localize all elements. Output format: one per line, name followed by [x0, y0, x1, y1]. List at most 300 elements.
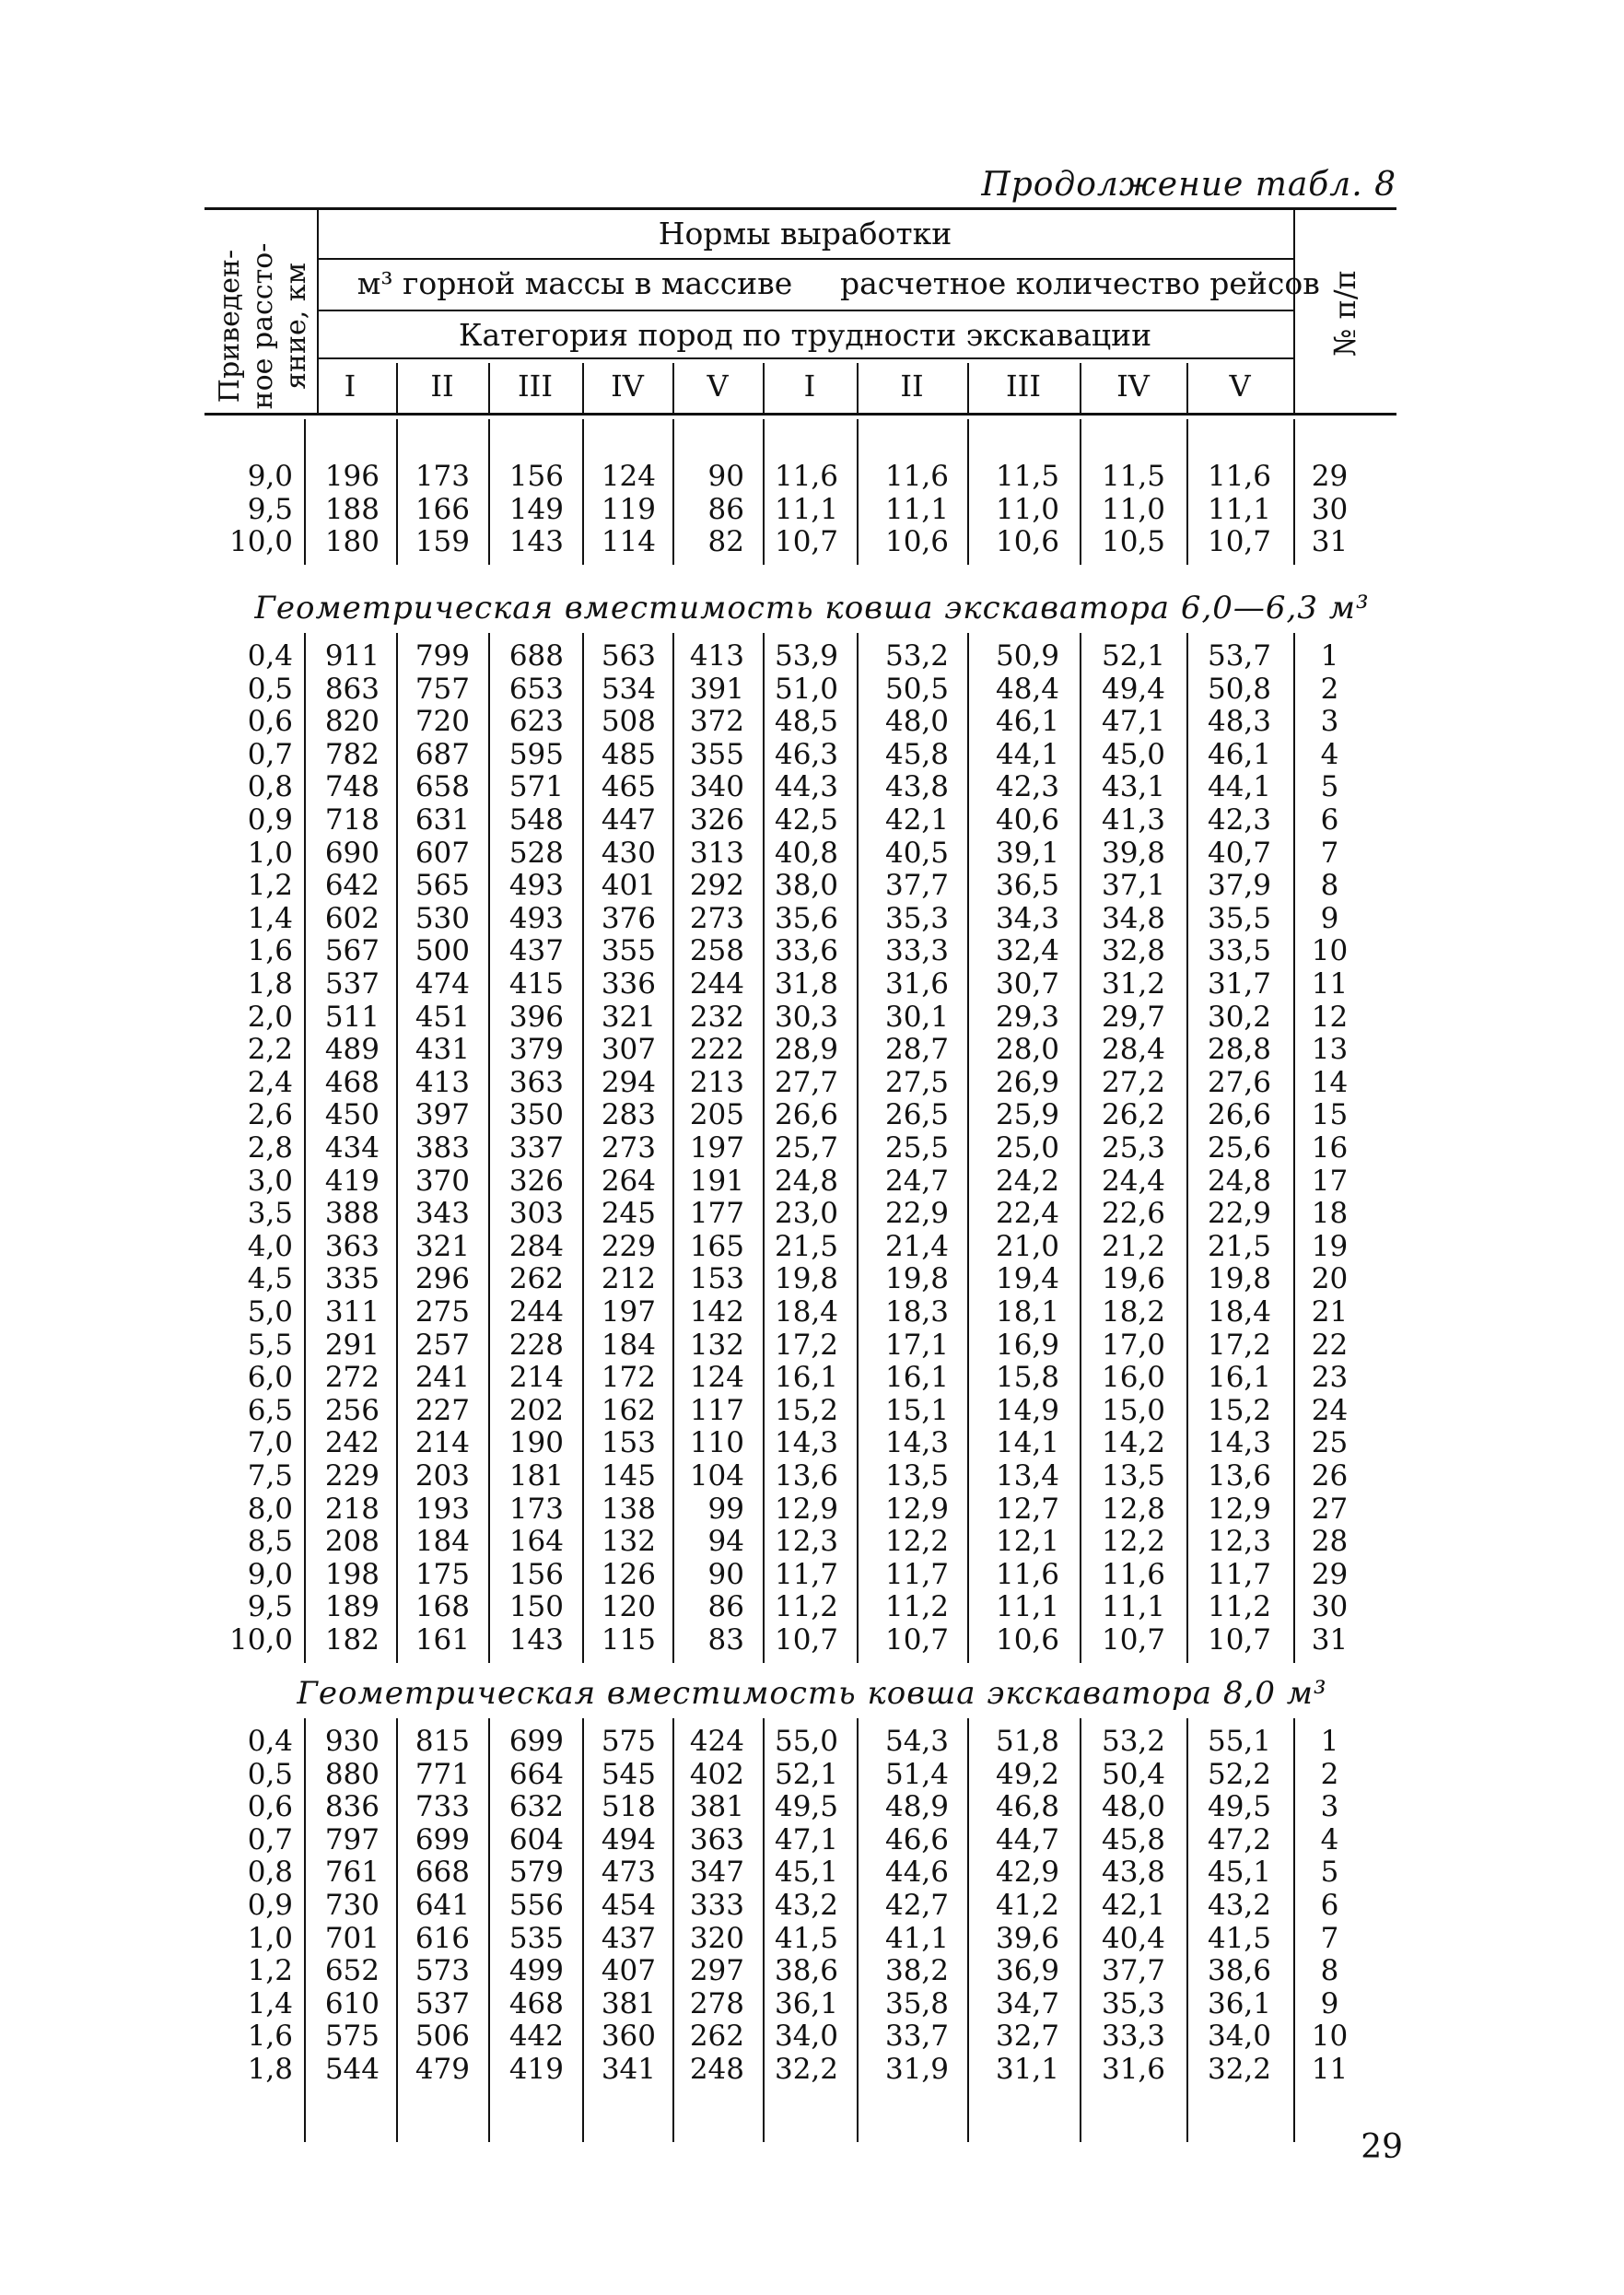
- value-cell: 39,1: [995, 836, 1059, 870]
- value-cell: 47,1: [1101, 705, 1165, 739]
- value-cell: 45,8: [884, 737, 949, 771]
- value-cell: 30,3: [774, 1000, 838, 1034]
- value-cell: 419: [508, 2053, 564, 2086]
- value-cell: 782: [324, 737, 380, 771]
- value-cell: 340: [689, 770, 744, 804]
- value-cell: 397: [415, 1098, 470, 1132]
- value-cell: 40,6: [995, 803, 1059, 837]
- value-cell: 145: [601, 1459, 656, 1493]
- distance-cell: 0,9: [247, 803, 293, 837]
- value-cell: 18,4: [774, 1295, 838, 1329]
- value-cell: 396: [508, 1000, 564, 1034]
- value-cell: 51,4: [884, 1757, 949, 1791]
- value-cell: 13,6: [774, 1459, 838, 1493]
- value-cell: 11,6: [1101, 1557, 1165, 1591]
- value-cell: 31,9: [884, 2053, 949, 2086]
- value-cell: 202: [508, 1393, 564, 1427]
- distance-cell: 9,5: [247, 492, 293, 526]
- value-cell: 48,5: [774, 705, 838, 739]
- distance-cell: 1,2: [247, 1954, 293, 1988]
- value-cell: 26,6: [774, 1098, 838, 1132]
- value-cell: 28,4: [1101, 1033, 1165, 1067]
- value-cell: 42,7: [884, 1889, 949, 1922]
- value-cell: 86: [707, 492, 744, 526]
- distance-cell: 0,4: [247, 1725, 293, 1758]
- value-cell: 115: [601, 1623, 656, 1657]
- distance-cell: 9,5: [247, 1590, 293, 1624]
- value-cell: 530: [415, 901, 470, 935]
- value-cell: 218: [324, 1492, 380, 1526]
- distance-cell: 2,8: [247, 1131, 293, 1165]
- value-cell: 13,6: [1207, 1459, 1271, 1493]
- value-cell: 370: [415, 1164, 470, 1198]
- value-cell: 212: [601, 1262, 656, 1296]
- value-cell: 341: [601, 2053, 656, 2086]
- value-cell: 110: [689, 1426, 744, 1460]
- row-number-cell: 11: [1311, 967, 1349, 1001]
- value-cell: 506: [415, 2020, 470, 2054]
- value-cell: 34,7: [995, 1986, 1059, 2020]
- value-cell: 197: [689, 1131, 744, 1165]
- row-number-cell: 12: [1311, 1000, 1349, 1034]
- category-underline: [317, 357, 1293, 359]
- value-cell: 22,6: [1101, 1197, 1165, 1231]
- value-cell: 34,0: [1207, 2020, 1271, 2054]
- trips-subheader: расчетное количество рейсов: [840, 265, 1320, 301]
- distance-cell: 0,6: [247, 705, 293, 739]
- value-cell: 264: [601, 1164, 656, 1198]
- value-cell: 379: [508, 1033, 564, 1067]
- value-cell: 699: [415, 1822, 470, 1856]
- value-cell: 26,6: [1207, 1098, 1271, 1132]
- subheader-underline: [317, 310, 1293, 311]
- value-cell: 29,3: [995, 1000, 1059, 1034]
- value-cell: 16,9: [995, 1328, 1059, 1362]
- value-cell: 556: [508, 1889, 564, 1922]
- value-cell: 291: [324, 1328, 380, 1362]
- value-cell: 34,3: [995, 901, 1059, 935]
- value-cell: 257: [415, 1328, 470, 1362]
- value-cell: 262: [689, 2020, 744, 2054]
- value-cell: 37,7: [1101, 1954, 1165, 1988]
- value-cell: 38,2: [884, 1954, 949, 1988]
- distance-cell: 1,4: [247, 901, 293, 935]
- value-cell: 46,6: [884, 1822, 949, 1856]
- value-cell: 442: [508, 2020, 564, 2054]
- row-number-cell: 13: [1311, 1033, 1349, 1067]
- section-title: Геометрическая вместимость ковша экскаватора 8,0 м³: [297, 1675, 1327, 1712]
- value-cell: 13,4: [995, 1459, 1059, 1493]
- value-cell: 17,1: [884, 1328, 949, 1362]
- value-cell: 47,2: [1207, 1822, 1271, 1856]
- value-cell: 181: [508, 1459, 564, 1493]
- value-cell: 799: [415, 639, 470, 673]
- value-cell: 14,3: [1207, 1426, 1271, 1460]
- value-cell: 537: [324, 967, 380, 1001]
- value-cell: 46,8: [995, 1790, 1059, 1824]
- value-cell: 623: [508, 705, 564, 739]
- value-cell: 38,0: [774, 869, 838, 903]
- value-cell: 419: [324, 1164, 380, 1198]
- value-cell: 48,3: [1207, 705, 1271, 739]
- value-cell: 12,2: [884, 1525, 949, 1559]
- distance-cell: 0,5: [247, 672, 293, 706]
- value-cell: 31,8: [774, 967, 838, 1001]
- value-cell: 911: [324, 639, 380, 673]
- roman-divider: [967, 363, 969, 413]
- value-cell: 508: [601, 705, 656, 739]
- row-number-cell: 17: [1311, 1164, 1349, 1198]
- value-cell: 124: [601, 460, 656, 493]
- value-cell: 177: [689, 1197, 744, 1231]
- value-cell: 43,2: [1207, 1889, 1271, 1922]
- row-number-cell: 6: [1320, 1889, 1339, 1922]
- value-cell: 401: [601, 869, 656, 903]
- value-cell: 489: [324, 1033, 380, 1067]
- value-cell: 41,5: [1207, 1921, 1271, 1955]
- value-cell: 166: [415, 492, 470, 526]
- distance-cell: 6,0: [247, 1361, 293, 1395]
- value-cell: 42,3: [1207, 803, 1271, 837]
- value-cell: 44,3: [774, 770, 838, 804]
- value-cell: 43,2: [774, 1889, 838, 1922]
- value-cell: 278: [689, 1986, 744, 2020]
- value-cell: 52,1: [1101, 639, 1165, 673]
- distance-cell: 5,5: [247, 1328, 293, 1362]
- value-cell: 450: [324, 1098, 380, 1132]
- distance-cell: 7,5: [247, 1459, 293, 1493]
- value-cell: 21,2: [1101, 1229, 1165, 1263]
- distance-cell: 2,0: [247, 1000, 293, 1034]
- value-cell: 229: [601, 1229, 656, 1263]
- value-cell: 99: [707, 1492, 744, 1526]
- row-number-cell: 21: [1311, 1295, 1349, 1329]
- value-cell: 10,6: [884, 525, 949, 559]
- value-cell: 413: [415, 1065, 470, 1099]
- value-cell: 275: [415, 1295, 470, 1329]
- value-cell: 468: [324, 1065, 380, 1099]
- value-cell: 32,8: [1101, 934, 1165, 968]
- value-cell: 11,1: [1101, 1590, 1165, 1624]
- value-cell: 602: [324, 901, 380, 935]
- distance-cell: 0,7: [247, 1822, 293, 1856]
- value-cell: 40,4: [1101, 1921, 1165, 1955]
- value-cell: 50,5: [884, 672, 949, 706]
- value-cell: 222: [689, 1033, 744, 1067]
- roman-divider: [582, 363, 584, 413]
- value-cell: 687: [415, 737, 470, 771]
- value-cell: 45,1: [774, 1856, 838, 1890]
- value-cell: 653: [508, 672, 564, 706]
- category-trips-4: IV: [1116, 369, 1150, 404]
- distance-cell: 9,0: [247, 460, 293, 493]
- row-number-cell: 23: [1311, 1361, 1349, 1395]
- value-cell: 337: [508, 1131, 564, 1165]
- value-cell: 10,6: [995, 525, 1059, 559]
- value-cell: 132: [689, 1328, 744, 1362]
- value-cell: 11,6: [995, 1557, 1059, 1591]
- value-cell: 294: [601, 1065, 656, 1099]
- value-cell: 24,8: [774, 1164, 838, 1198]
- value-cell: 28,9: [774, 1033, 838, 1067]
- value-cell: 12,7: [995, 1492, 1059, 1526]
- value-cell: 699: [508, 1725, 564, 1758]
- distance-cell: 6,5: [247, 1393, 293, 1427]
- value-cell: 208: [324, 1525, 380, 1559]
- distance-cell: 1,8: [247, 967, 293, 1001]
- value-cell: 13,5: [1101, 1459, 1165, 1493]
- value-cell: 451: [415, 1000, 470, 1034]
- distance-cell: 8,0: [247, 1492, 293, 1526]
- value-cell: 36,1: [1207, 1986, 1271, 2020]
- value-cell: 528: [508, 836, 564, 870]
- value-cell: 15,0: [1101, 1393, 1165, 1427]
- row-number-cell: 28: [1311, 1525, 1349, 1559]
- value-cell: 184: [601, 1328, 656, 1362]
- norms-title: Нормы выработки: [658, 216, 952, 252]
- row-number-cell: 6: [1320, 803, 1339, 837]
- value-cell: 30,2: [1207, 1000, 1271, 1034]
- value-cell: 45,1: [1207, 1856, 1271, 1890]
- value-cell: 40,7: [1207, 836, 1271, 870]
- value-cell: 51,0: [774, 672, 838, 706]
- row-number-cell: 4: [1320, 737, 1339, 771]
- value-cell: 718: [324, 803, 380, 837]
- value-cell: 172: [601, 1361, 656, 1395]
- value-cell: 42,3: [995, 770, 1059, 804]
- mass-subheader: м³ горной массы в массиве: [356, 265, 793, 301]
- value-cell: 16,1: [774, 1361, 838, 1395]
- value-cell: 14,2: [1101, 1426, 1165, 1460]
- value-cell: 548: [508, 803, 564, 837]
- value-cell: 430: [601, 836, 656, 870]
- value-cell: 335: [324, 1262, 380, 1296]
- value-cell: 50,4: [1101, 1757, 1165, 1791]
- row-number-cell: 22: [1311, 1328, 1349, 1362]
- value-cell: 45,0: [1101, 737, 1165, 771]
- value-cell: 41,1: [884, 1921, 949, 1955]
- row-number-cell: 10: [1311, 934, 1349, 968]
- value-cell: 701: [324, 1921, 380, 1955]
- value-cell: 347: [689, 1856, 744, 1890]
- value-cell: 30,1: [884, 1000, 949, 1034]
- value-cell: 34,8: [1101, 901, 1165, 935]
- value-cell: 658: [415, 770, 470, 804]
- value-cell: 10,7: [774, 1623, 838, 1657]
- value-cell: 565: [415, 869, 470, 903]
- value-cell: 10,7: [884, 1623, 949, 1657]
- roman-divider: [1080, 363, 1081, 413]
- value-cell: 104: [689, 1459, 744, 1493]
- row-number-cell: 4: [1320, 1822, 1339, 1856]
- value-cell: 245: [601, 1197, 656, 1231]
- value-cell: 39,8: [1101, 836, 1165, 870]
- value-cell: 43,8: [1101, 1856, 1165, 1890]
- value-cell: 320: [689, 1921, 744, 1955]
- value-cell: 381: [601, 1986, 656, 2020]
- value-cell: 34,0: [774, 2020, 838, 2054]
- value-cell: 159: [415, 525, 470, 559]
- value-cell: 273: [601, 1131, 656, 1165]
- value-cell: 407: [601, 1954, 656, 1988]
- norms-underline: [317, 258, 1293, 260]
- value-cell: 21,5: [1207, 1229, 1271, 1263]
- value-cell: 35,3: [884, 901, 949, 935]
- value-cell: 730: [324, 1889, 380, 1922]
- value-cell: 50,8: [1207, 672, 1271, 706]
- value-cell: 474: [415, 967, 470, 1001]
- value-cell: 27,2: [1101, 1065, 1165, 1099]
- value-cell: 180: [324, 525, 380, 559]
- value-cell: 473: [601, 1856, 656, 1890]
- value-cell: 53,9: [774, 639, 838, 673]
- value-cell: 12,2: [1101, 1525, 1165, 1559]
- distance-cell: 10,0: [228, 1623, 293, 1657]
- category-mass-3: III: [518, 369, 553, 404]
- category-mass-2: II: [430, 369, 454, 404]
- value-cell: 383: [415, 1131, 470, 1165]
- value-cell: 273: [689, 901, 744, 935]
- value-cell: 21,4: [884, 1229, 949, 1263]
- value-cell: 173: [508, 1492, 564, 1526]
- value-cell: 193: [415, 1492, 470, 1526]
- distance-cell: 3,5: [247, 1197, 293, 1231]
- value-cell: 30,7: [995, 967, 1059, 1001]
- value-cell: 12,9: [1207, 1492, 1271, 1526]
- distance-cell: 3,0: [247, 1164, 293, 1198]
- value-cell: 32,2: [774, 2053, 838, 2086]
- category-trips-3: III: [1006, 369, 1041, 404]
- value-cell: 545: [601, 1757, 656, 1791]
- value-cell: 595: [508, 737, 564, 771]
- value-cell: 28,0: [995, 1033, 1059, 1067]
- value-cell: 604: [508, 1822, 564, 1856]
- value-cell: 49,2: [995, 1757, 1059, 1791]
- value-cell: 37,1: [1101, 869, 1165, 903]
- distance-cell: 0,9: [247, 1889, 293, 1922]
- value-cell: 33,3: [1101, 2020, 1165, 2054]
- value-cell: 272: [324, 1361, 380, 1395]
- value-cell: 49,5: [1207, 1790, 1271, 1824]
- value-cell: 35,3: [1101, 1986, 1165, 2020]
- value-cell: 11,1: [884, 492, 949, 526]
- value-cell: 688: [508, 639, 564, 673]
- value-cell: 32,4: [995, 934, 1059, 968]
- distance-cell: 0,7: [247, 737, 293, 771]
- value-cell: 38,6: [1207, 1954, 1271, 1988]
- value-cell: 48,0: [1101, 1790, 1165, 1824]
- value-cell: 326: [508, 1164, 564, 1198]
- value-cell: 326: [689, 803, 744, 837]
- value-cell: 283: [601, 1098, 656, 1132]
- value-cell: 25,5: [884, 1131, 949, 1165]
- value-cell: 124: [689, 1361, 744, 1395]
- value-cell: 54,3: [884, 1725, 949, 1758]
- value-cell: 321: [601, 1000, 656, 1034]
- value-cell: 11,7: [884, 1557, 949, 1591]
- value-cell: 307: [601, 1033, 656, 1067]
- value-cell: 21,5: [774, 1229, 838, 1263]
- value-cell: 44,1: [1207, 770, 1271, 804]
- value-cell: 664: [508, 1757, 564, 1791]
- row-number-cell: 31: [1311, 525, 1349, 559]
- roman-divider: [1186, 363, 1188, 413]
- row-number-cell: 9: [1320, 1986, 1339, 2020]
- value-cell: 26,2: [1101, 1098, 1165, 1132]
- value-cell: 24,8: [1207, 1164, 1271, 1198]
- value-cell: 333: [689, 1889, 744, 1922]
- row-number-cell: 5: [1320, 770, 1339, 804]
- value-cell: 156: [508, 460, 564, 493]
- value-cell: 33,3: [884, 934, 949, 968]
- value-cell: 23,0: [774, 1197, 838, 1231]
- value-cell: 17,2: [774, 1328, 838, 1362]
- row-number-cell: 8: [1320, 1954, 1339, 1988]
- row-number-cell: 29: [1311, 1557, 1349, 1591]
- value-cell: 303: [508, 1197, 564, 1231]
- value-cell: 10,7: [774, 525, 838, 559]
- value-cell: 198: [324, 1557, 380, 1591]
- value-cell: 22,9: [1207, 1197, 1271, 1231]
- value-cell: 563: [601, 639, 656, 673]
- header-bottom-rule: [204, 413, 1396, 416]
- distance-cell: 1,8: [247, 2053, 293, 2086]
- value-cell: 18,4: [1207, 1295, 1271, 1329]
- value-cell: 12,1: [995, 1525, 1059, 1559]
- value-cell: 41,3: [1101, 803, 1165, 837]
- value-cell: 86: [707, 1590, 744, 1624]
- value-cell: 33,5: [1207, 934, 1271, 968]
- value-cell: 14,9: [995, 1393, 1059, 1427]
- value-cell: 153: [601, 1426, 656, 1460]
- value-cell: 114: [601, 525, 656, 559]
- section-title: Геометрическая вместимость ковша экскаватора 6,0—6,3 м³: [254, 590, 1370, 626]
- value-cell: 31,1: [995, 2053, 1059, 2086]
- value-cell: 117: [689, 1393, 744, 1427]
- value-cell: 214: [508, 1361, 564, 1395]
- row-number-cell: 9: [1320, 901, 1339, 935]
- value-cell: 575: [324, 2020, 380, 2054]
- value-cell: 479: [415, 2053, 470, 2086]
- row-number-cell: 11: [1311, 2053, 1349, 2086]
- row-number-cell: 10: [1311, 2020, 1349, 2054]
- value-cell: 120: [601, 1590, 656, 1624]
- value-cell: 35,6: [774, 901, 838, 935]
- value-cell: 242: [324, 1426, 380, 1460]
- value-cell: 311: [324, 1295, 380, 1329]
- value-cell: 350: [508, 1098, 564, 1132]
- value-cell: 16,1: [884, 1361, 949, 1395]
- value-cell: 164: [508, 1525, 564, 1559]
- value-cell: 149: [508, 492, 564, 526]
- value-cell: 258: [689, 934, 744, 968]
- value-cell: 761: [324, 1856, 380, 1890]
- value-cell: 573: [415, 1954, 470, 1988]
- row-number-cell: 25: [1311, 1426, 1349, 1460]
- value-cell: 17,0: [1101, 1328, 1165, 1362]
- row-number-cell: 1: [1320, 639, 1339, 673]
- value-cell: 511: [324, 1000, 380, 1034]
- value-cell: 229: [324, 1459, 380, 1493]
- value-cell: 25,6: [1207, 1131, 1271, 1165]
- value-cell: 616: [415, 1921, 470, 1955]
- roman-divider: [396, 363, 398, 413]
- value-cell: 297: [689, 1954, 744, 1988]
- value-cell: 391: [689, 672, 744, 706]
- value-cell: 27,5: [884, 1065, 949, 1099]
- value-cell: 244: [508, 1295, 564, 1329]
- value-cell: 11,2: [774, 1590, 838, 1624]
